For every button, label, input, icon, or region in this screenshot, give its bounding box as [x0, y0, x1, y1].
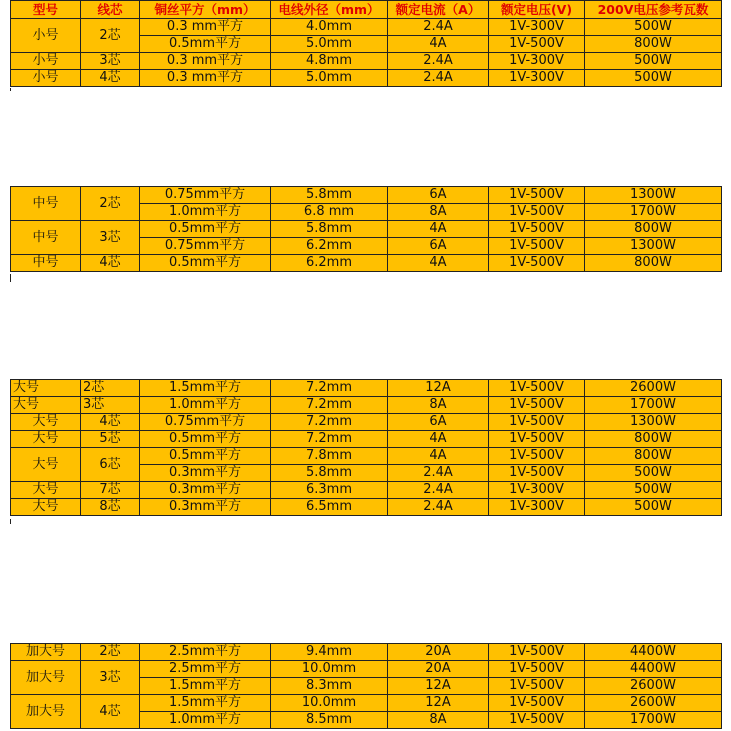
voltage-cell: 1V-500V — [489, 431, 585, 448]
area-cell: 0.75mm平方 — [140, 238, 271, 255]
table-row — [11, 695, 722, 712]
diameter-cell: 4.0mm — [271, 19, 388, 36]
cores-cell: 2芯 — [81, 19, 140, 53]
model-cell: 大号 — [11, 499, 81, 516]
watts-cell: 1700W — [585, 397, 722, 414]
area-cell: 0.3 mm平方 — [140, 70, 271, 87]
voltage-cell: 1V-500V — [489, 644, 585, 661]
area-cell: 1.5mm平方 — [140, 380, 271, 397]
watts-cell: 500W — [585, 499, 722, 516]
area-cell: 0.75mm平方 — [140, 187, 271, 204]
model-cell: 大号 — [11, 397, 81, 414]
model-cell: 大号 — [11, 431, 81, 448]
table-row — [11, 661, 722, 678]
current-cell: 6A — [388, 414, 489, 431]
area-cell: 0.5mm平方 — [140, 448, 271, 465]
voltage-cell: 1V-500V — [489, 712, 585, 729]
voltage-cell: 1V-500V — [489, 238, 585, 255]
watts-cell: 500W — [585, 465, 722, 482]
voltage-cell: 1V-500V — [489, 255, 585, 272]
watts-cell: 800W — [585, 221, 722, 238]
model-cell: 小号 — [11, 70, 81, 87]
area-cell: 0.5mm平方 — [140, 431, 271, 448]
diameter-cell: 5.0mm — [271, 70, 388, 87]
header-model: 型号 — [11, 1, 81, 19]
current-cell: 2.4A — [388, 499, 489, 516]
diameter-cell: 8.3mm — [271, 678, 388, 695]
current-cell: 4A — [388, 221, 489, 238]
table-row — [11, 187, 722, 204]
diameter-cell: 7.2mm — [271, 380, 388, 397]
voltage-cell: 1V-300V — [489, 53, 585, 70]
model-cell: 中号 — [11, 221, 81, 255]
cores-cell: 3芯 — [81, 221, 140, 255]
current-cell: 2.4A — [388, 465, 489, 482]
watts-cell: 4400W — [585, 644, 722, 661]
current-cell: 6A — [388, 187, 489, 204]
watts-cell: 500W — [585, 19, 722, 36]
diameter-cell: 5.8mm — [271, 465, 388, 482]
current-cell: 20A — [388, 661, 489, 678]
diameter-cell: 9.4mm — [271, 644, 388, 661]
table-row — [11, 221, 722, 238]
area-cell: 1.5mm平方 — [140, 678, 271, 695]
table-row — [11, 19, 722, 36]
current-cell: 2.4A — [388, 482, 489, 499]
table-row — [11, 414, 722, 431]
area-cell: 0.5mm平方 — [140, 255, 271, 272]
cores-cell: 4芯 — [81, 414, 140, 431]
area-cell: 1.0mm平方 — [140, 204, 271, 221]
header-row — [11, 1, 722, 19]
current-cell: 4A — [388, 255, 489, 272]
diameter-cell: 10.0mm — [271, 661, 388, 678]
current-cell: 4A — [388, 431, 489, 448]
area-cell: 1.0mm平方 — [140, 712, 271, 729]
voltage-cell: 1V-500V — [489, 397, 585, 414]
cores-cell: 8芯 — [81, 499, 140, 516]
voltage-cell: 1V-300V — [489, 499, 585, 516]
diameter-cell: 6.3mm — [271, 482, 388, 499]
header-watts: 200V电压参考瓦数 — [585, 1, 722, 19]
current-cell: 2.4A — [388, 19, 489, 36]
model-cell: 大号 — [11, 414, 81, 431]
voltage-cell: 1V-500V — [489, 465, 585, 482]
cores-cell: 3芯 — [81, 661, 140, 695]
current-cell: 4A — [388, 36, 489, 53]
area-cell: 0.75mm平方 — [140, 414, 271, 431]
table-body — [11, 187, 722, 272]
voltage-cell: 1V-300V — [489, 482, 585, 499]
voltage-cell: 1V-500V — [489, 36, 585, 53]
table-body — [11, 1, 722, 87]
cores-cell: 2芯 — [81, 187, 140, 221]
voltage-cell: 1V-500V — [489, 448, 585, 465]
cores-cell: 4芯 — [81, 70, 140, 87]
current-cell: 4A — [388, 448, 489, 465]
header-voltage: 额定电压(V) — [489, 1, 585, 19]
diameter-cell: 7.2mm — [271, 414, 388, 431]
current-cell: 12A — [388, 678, 489, 695]
area-cell: 2.5mm平方 — [140, 644, 271, 661]
diameter-cell: 8.5mm — [271, 712, 388, 729]
cores-cell: 3芯 — [81, 397, 140, 414]
diameter-cell: 5.0mm — [271, 36, 388, 53]
header-cores: 线芯 — [81, 1, 140, 19]
current-cell: 2.4A — [388, 70, 489, 87]
area-cell: 0.3mm平方 — [140, 499, 271, 516]
voltage-cell: 1V-500V — [489, 695, 585, 712]
current-cell: 2.4A — [388, 53, 489, 70]
cores-cell: 2芯 — [81, 644, 140, 661]
watts-cell: 1700W — [585, 204, 722, 221]
header-diameter: 电线外径（mm） — [271, 1, 388, 19]
area-cell: 0.5mm平方 — [140, 221, 271, 238]
diameter-cell: 5.8mm — [271, 187, 388, 204]
watts-cell: 500W — [585, 53, 722, 70]
current-cell: 6A — [388, 238, 489, 255]
watts-cell: 800W — [585, 36, 722, 53]
voltage-cell: 1V-500V — [489, 661, 585, 678]
current-cell: 12A — [388, 695, 489, 712]
voltage-cell: 1V-500V — [489, 187, 585, 204]
watts-cell: 800W — [585, 255, 722, 272]
area-cell: 0.3 mm平方 — [140, 19, 271, 36]
cores-cell: 4芯 — [81, 695, 140, 729]
model-cell: 加大号 — [11, 695, 81, 729]
table-edge — [10, 274, 11, 282]
watts-cell: 1300W — [585, 238, 722, 255]
diameter-cell: 6.2mm — [271, 255, 388, 272]
table-row — [11, 431, 722, 448]
current-cell: 12A — [388, 380, 489, 397]
watts-cell: 2600W — [585, 380, 722, 397]
model-cell: 大号 — [11, 380, 81, 397]
model-cell: 加大号 — [11, 661, 81, 695]
area-cell: 1.0mm平方 — [140, 397, 271, 414]
spec-table-small — [10, 0, 722, 87]
current-cell: 8A — [388, 712, 489, 729]
voltage-cell: 1V-300V — [489, 19, 585, 36]
spec-table-large — [10, 379, 722, 516]
watts-cell: 1700W — [585, 712, 722, 729]
voltage-cell: 1V-500V — [489, 380, 585, 397]
area-cell: 0.5mm平方 — [140, 36, 271, 53]
cores-cell: 4芯 — [81, 255, 140, 272]
model-cell: 大号 — [11, 448, 81, 482]
current-cell: 8A — [388, 397, 489, 414]
voltage-cell: 1V-500V — [489, 678, 585, 695]
model-cell: 加大号 — [11, 644, 81, 661]
cores-cell: 7芯 — [81, 482, 140, 499]
table-body — [11, 644, 722, 729]
watts-cell: 500W — [585, 482, 722, 499]
diameter-cell: 5.8mm — [271, 221, 388, 238]
diameter-cell: 4.8mm — [271, 53, 388, 70]
table-row — [11, 499, 722, 516]
voltage-cell: 1V-500V — [489, 221, 585, 238]
watts-cell: 2600W — [585, 678, 722, 695]
current-cell: 20A — [388, 644, 489, 661]
table-edge — [10, 88, 11, 91]
cores-cell: 5芯 — [81, 431, 140, 448]
area-cell: 0.3mm平方 — [140, 465, 271, 482]
table-row — [11, 397, 722, 414]
voltage-cell: 1V-500V — [489, 204, 585, 221]
model-cell: 大号 — [11, 482, 81, 499]
table-body — [11, 380, 722, 516]
diameter-cell: 6.8 mm — [271, 204, 388, 221]
area-cell: 0.3mm平方 — [140, 482, 271, 499]
watts-cell: 2600W — [585, 695, 722, 712]
cores-cell: 3芯 — [81, 53, 140, 70]
area-cell: 0.3 mm平方 — [140, 53, 271, 70]
area-cell: 2.5mm平方 — [140, 661, 271, 678]
spec-table-xlarge — [10, 643, 722, 729]
watts-cell: 1300W — [585, 187, 722, 204]
table-row — [11, 380, 722, 397]
table-row — [11, 482, 722, 499]
table-row — [11, 53, 722, 70]
table-edge — [10, 519, 11, 524]
table-row — [11, 644, 722, 661]
cores-cell: 6芯 — [81, 448, 140, 482]
watts-cell: 1300W — [585, 414, 722, 431]
current-cell: 8A — [388, 204, 489, 221]
diameter-cell: 6.5mm — [271, 499, 388, 516]
table-row — [11, 70, 722, 87]
voltage-cell: 1V-500V — [489, 414, 585, 431]
watts-cell: 500W — [585, 70, 722, 87]
diameter-cell: 7.8mm — [271, 448, 388, 465]
voltage-cell: 1V-300V — [489, 70, 585, 87]
table-row — [11, 448, 722, 465]
diameter-cell: 6.2mm — [271, 238, 388, 255]
cores-cell: 2芯 — [81, 380, 140, 397]
diameter-cell: 7.2mm — [271, 431, 388, 448]
watts-cell: 4400W — [585, 661, 722, 678]
watts-cell: 800W — [585, 431, 722, 448]
table-row — [11, 255, 722, 272]
header-current: 额定电流（A） — [388, 1, 489, 19]
header-area: 铜丝平方（mm） — [140, 1, 271, 19]
diameter-cell: 10.0mm — [271, 695, 388, 712]
model-cell: 小号 — [11, 53, 81, 70]
model-cell: 中号 — [11, 255, 81, 272]
diameter-cell: 7.2mm — [271, 397, 388, 414]
watts-cell: 800W — [585, 448, 722, 465]
model-cell: 小号 — [11, 19, 81, 53]
model-cell: 中号 — [11, 187, 81, 221]
area-cell: 1.5mm平方 — [140, 695, 271, 712]
spec-table-medium — [10, 186, 722, 272]
